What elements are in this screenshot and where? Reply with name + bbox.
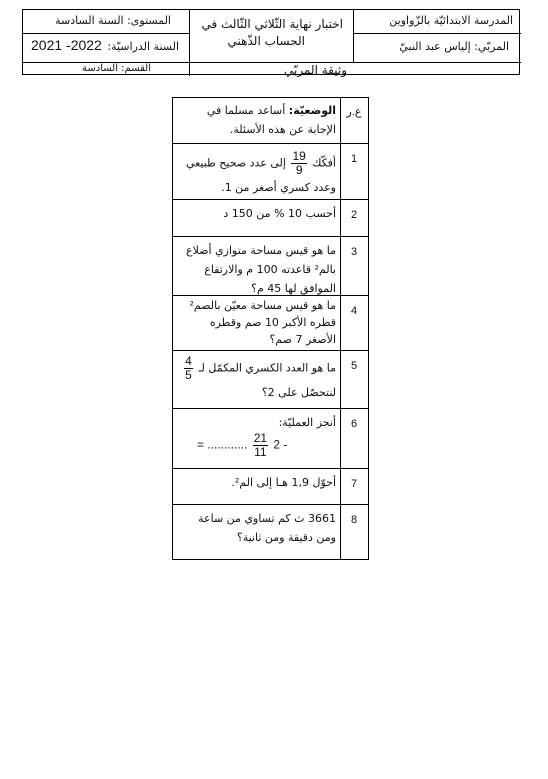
table-row bbox=[173, 504, 368, 561]
table-row bbox=[173, 236, 368, 296]
document-name: وثيقة المربّي bbox=[284, 63, 347, 77]
school-year-value: 2021 -2022 bbox=[31, 37, 102, 53]
question-text bbox=[177, 355, 336, 404]
question-instruction: أنجز العمليّة: bbox=[278, 416, 336, 429]
table-row bbox=[173, 468, 368, 505]
questions-table bbox=[172, 97, 369, 560]
header-divider-right bbox=[353, 10, 354, 62]
table-row bbox=[173, 199, 368, 237]
exam-title-line1: اختبار نهاية الثّلاثي الثّالث في bbox=[201, 17, 343, 31]
operation bbox=[177, 432, 336, 459]
num-header: ع.ر bbox=[346, 106, 362, 118]
fraction-denominator: 5 bbox=[185, 368, 192, 382]
fraction-denominator: 11 bbox=[254, 445, 267, 459]
row-number: 8 bbox=[350, 514, 358, 526]
exam-title-line2: الحساب الذّهني bbox=[227, 34, 305, 48]
question-part: لنتحصّل على 2؟ bbox=[261, 386, 336, 399]
row-number: 6 bbox=[350, 418, 358, 430]
operation-operand: 2 - bbox=[273, 437, 288, 452]
fraction bbox=[253, 432, 268, 459]
situation bbox=[177, 101, 336, 139]
question-text: ما هو قيس مساحة معيّن بالصم² قطره الأكبر 10 صم وقطره الأصغر 7 صم؟ bbox=[189, 299, 336, 346]
operation-result: = ............ bbox=[197, 437, 248, 452]
question-part: إلى عدد صحيح طبيعي وعدد كسري أصغر من 1. bbox=[185, 156, 336, 194]
table-row bbox=[173, 295, 368, 351]
question-text: 3661 ث كم تساوي من ساعة ومن دقيقة ومن ثانية؟ bbox=[198, 512, 336, 544]
school-name: المدرسة الابتدائيّة بالزّواوين bbox=[389, 14, 513, 27]
header-row-divider-1b bbox=[353, 33, 521, 34]
question-text: أحسب 10 % من 150 د bbox=[223, 207, 336, 220]
header-divider-left bbox=[189, 10, 190, 76]
header-table bbox=[22, 9, 520, 75]
table-row bbox=[173, 408, 368, 469]
table-row bbox=[173, 350, 368, 409]
fraction bbox=[291, 150, 306, 177]
row-number: 1 bbox=[350, 153, 358, 165]
row-number: 3 bbox=[350, 246, 358, 258]
level: المستوى: السنة السادسة bbox=[55, 14, 171, 27]
fraction-denominator: 9 bbox=[295, 163, 303, 177]
row-number: 2 bbox=[350, 209, 358, 221]
row-number: 5 bbox=[350, 360, 358, 372]
question-text: ما هو قيس مساحة متوازي أضلاع بالم² قاعدته 100 م والارتفاع الموافق لها 45 م؟ bbox=[186, 244, 336, 295]
section: القسم: السادسة bbox=[82, 63, 151, 74]
question-part: أفكّك bbox=[312, 156, 336, 170]
fraction-numerator: 21 bbox=[253, 431, 268, 445]
situation-label: الوضعيّة: bbox=[288, 104, 336, 117]
question-text bbox=[177, 413, 336, 459]
situation-text: أساعد مسلما في الإجابة عن هذه الأسئلة. bbox=[206, 104, 336, 136]
school-year-label: السنة الدراسيّة: bbox=[107, 40, 179, 53]
header-row-divider-1 bbox=[23, 33, 189, 34]
table-row bbox=[173, 143, 368, 200]
fraction-numerator: 19 bbox=[292, 149, 306, 163]
question-text bbox=[177, 150, 336, 199]
question-text: أحوّل 1,9 هـا إلى الم². bbox=[231, 476, 336, 489]
teacher-name: المربّي: إلياس عبد النبيّ bbox=[399, 40, 509, 53]
fraction bbox=[184, 355, 193, 382]
question-part: ما هو العدد الكسري المكمّل لـ bbox=[198, 361, 336, 375]
fraction-numerator: 4 bbox=[185, 354, 192, 368]
row-number: 4 bbox=[350, 305, 358, 317]
table-row-situation bbox=[173, 97, 368, 143]
row-number: 7 bbox=[350, 478, 358, 490]
